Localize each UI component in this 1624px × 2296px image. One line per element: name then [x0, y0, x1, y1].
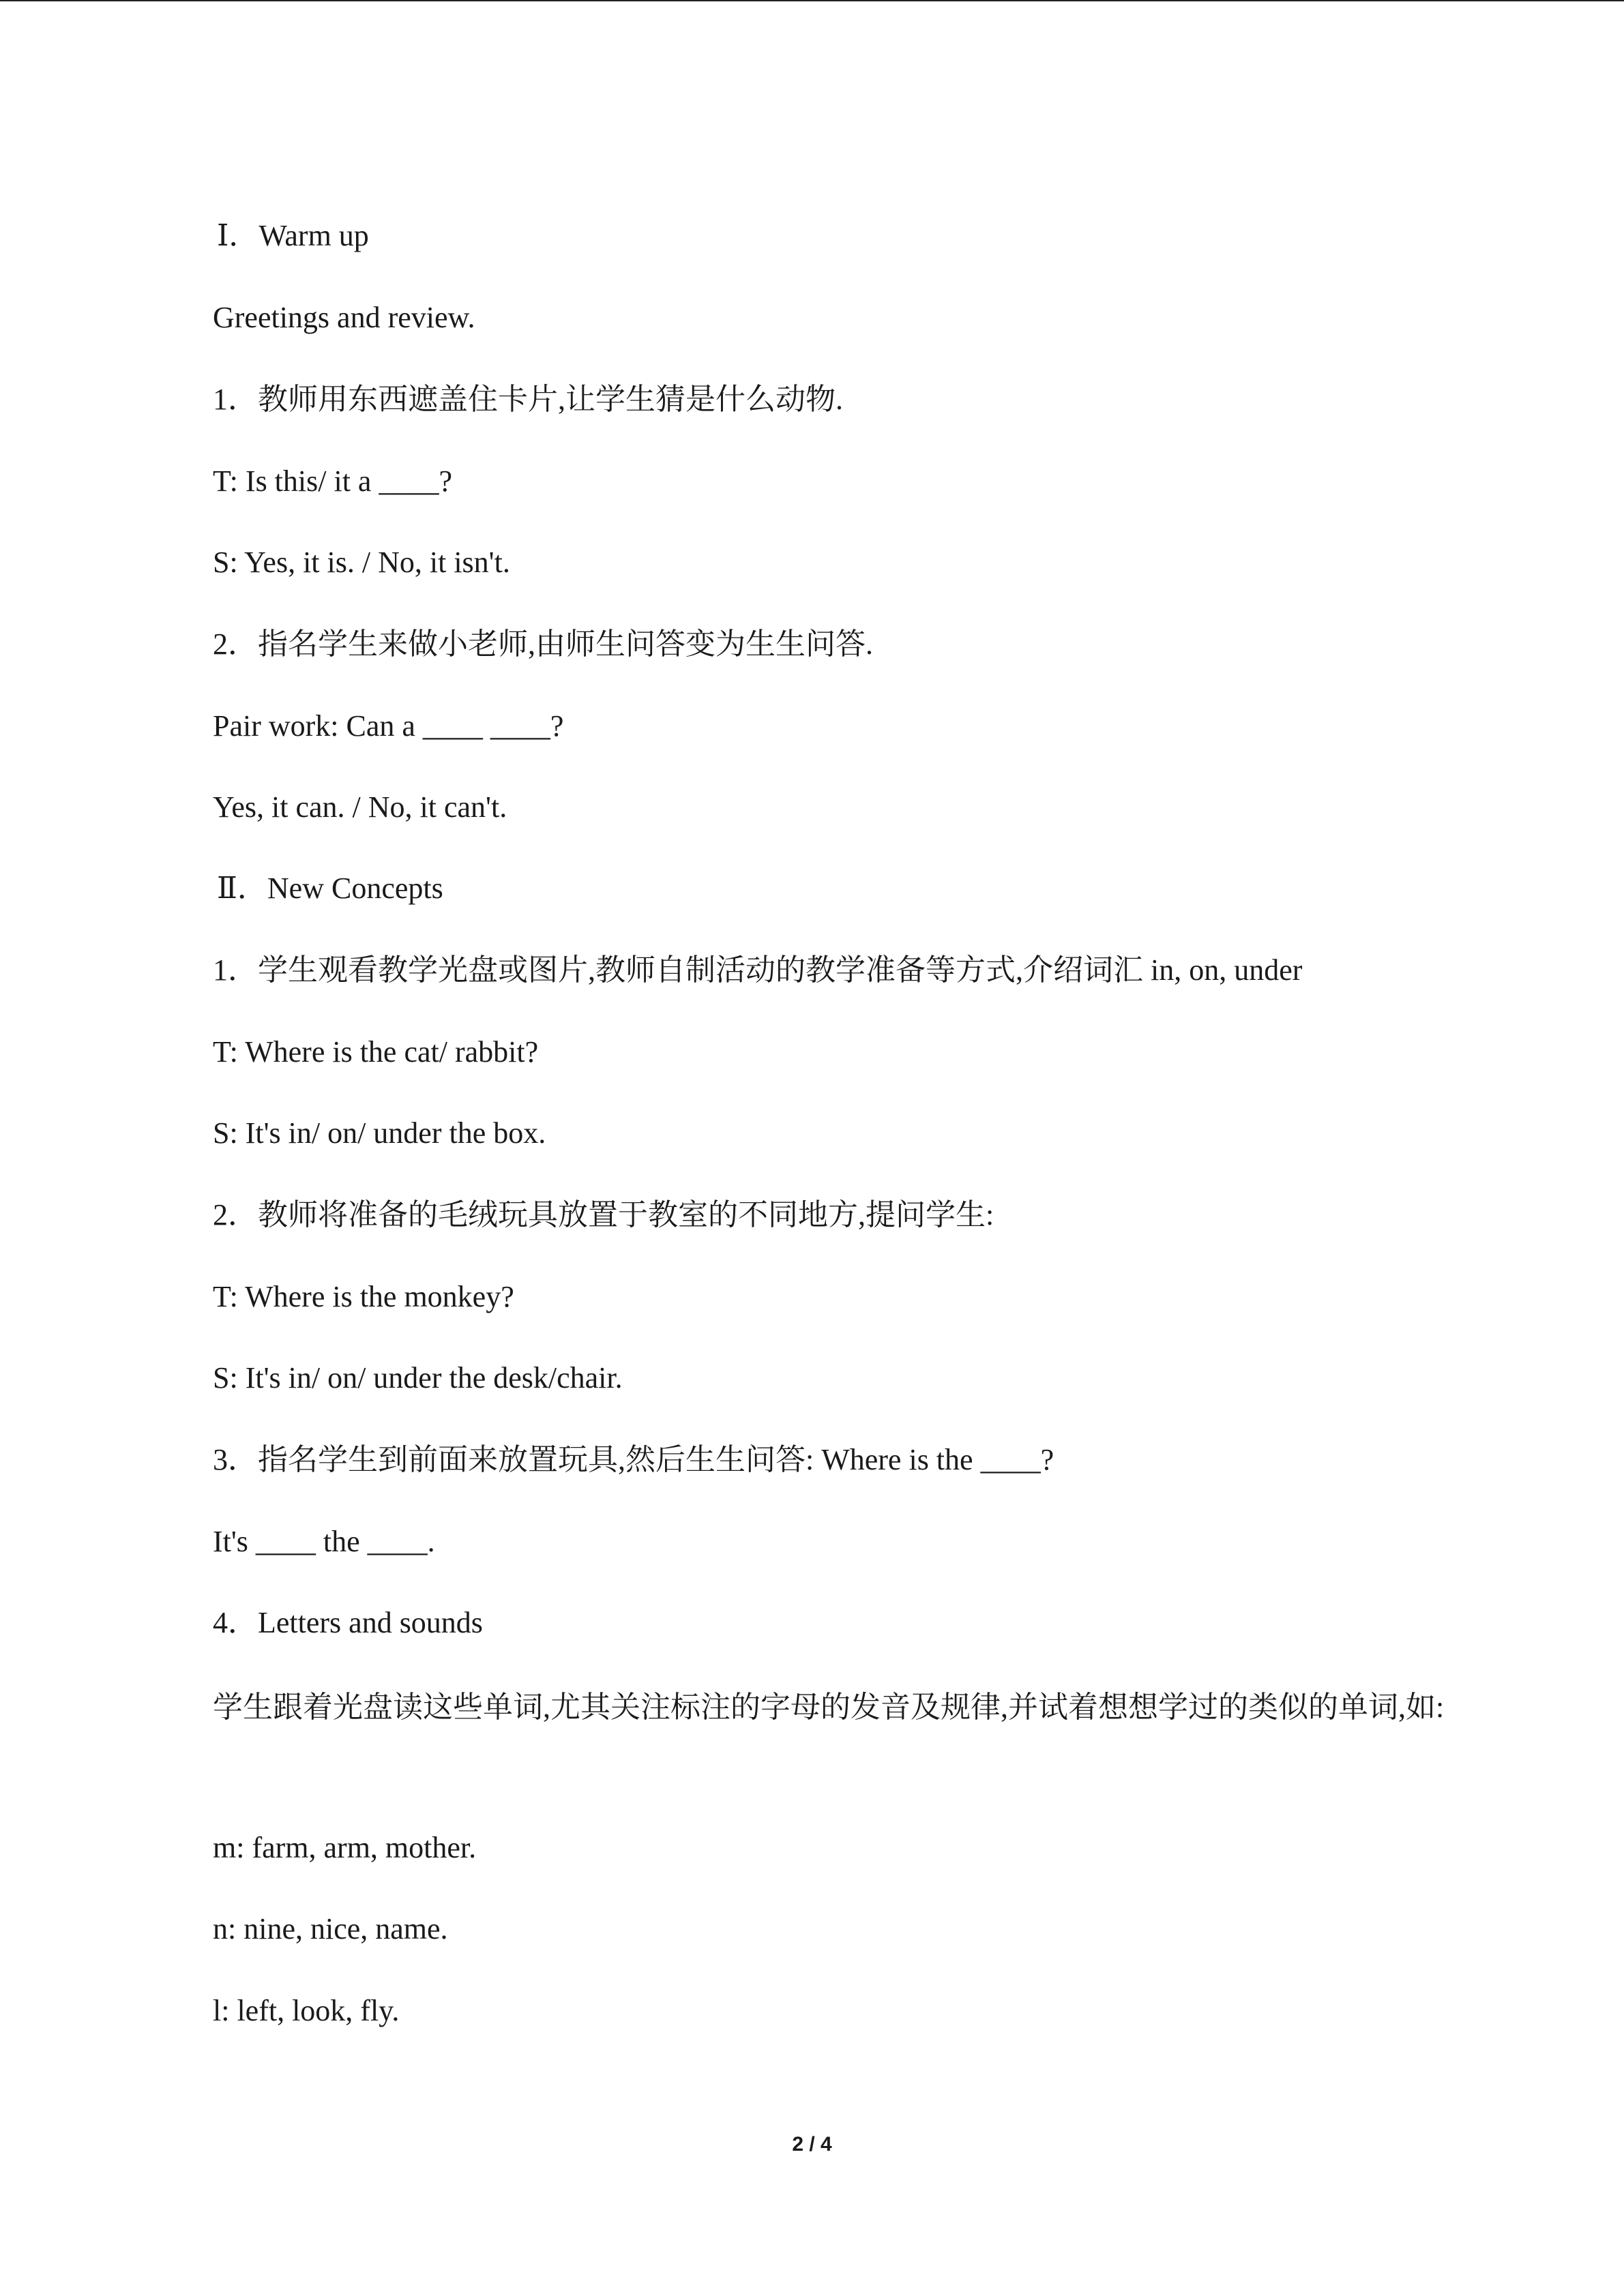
text-line: T: Is this/ it a ____? — [213, 464, 452, 498]
example-line: n: nine, nice, name. — [213, 1912, 448, 1945]
text-line: Greetings and review. — [213, 301, 475, 334]
example-line: m: farm, arm, mother. — [213, 1831, 477, 1864]
section-heading-warm-up: Ⅰ．Warm up — [217, 219, 369, 252]
example-line: l: left, look, fly. — [213, 1994, 400, 2027]
text-line: S: It's in/ on/ under the desk/chair. — [213, 1361, 623, 1395]
text-line: T: Where is the cat/ rabbit? — [213, 1035, 539, 1069]
text-line: S: Yes, it is. / No, it isn't. — [213, 546, 510, 579]
text-line: 1．教师用东西遮盖住卡片,让学生猜是什么动物. — [213, 383, 843, 416]
text-line: It's ____ the ____. — [213, 1525, 435, 1558]
text-line: S: It's in/ on/ under the box. — [213, 1116, 546, 1150]
text-line: 2．教师将准备的毛绒玩具放置于教室的不同地方,提问学生: — [213, 1198, 994, 1232]
text-line: 3．指名学生到前面来放置玩具,然后生生问答: Where is the ____? — [213, 1443, 1054, 1476]
text-line: T: Where is the monkey? — [213, 1280, 514, 1313]
text-line: Pair work: Can a ____ ____? — [213, 709, 564, 743]
paragraph: 学生跟着光盘读这些单词,尤其关注标注的字母的发音及规律,并试着想想学过的类似的单词,如: — [213, 1690, 1445, 1724]
text-line: Yes, it can. / No, it can't. — [213, 790, 507, 824]
section-heading-new-concepts: Ⅱ．New Concepts — [217, 871, 443, 905]
text-line: 2．指名学生来做小老师,由师生问答变为生生问答. — [213, 627, 873, 661]
text-line: 1．学生观看教学光盘或图片,教师自制活动的教学准备等方式,介绍词汇 in, on, under — [213, 953, 1303, 987]
page-number: 2 / 4 — [792, 2133, 832, 2156]
text-line: 4．Letters and sounds — [213, 1606, 483, 1639]
